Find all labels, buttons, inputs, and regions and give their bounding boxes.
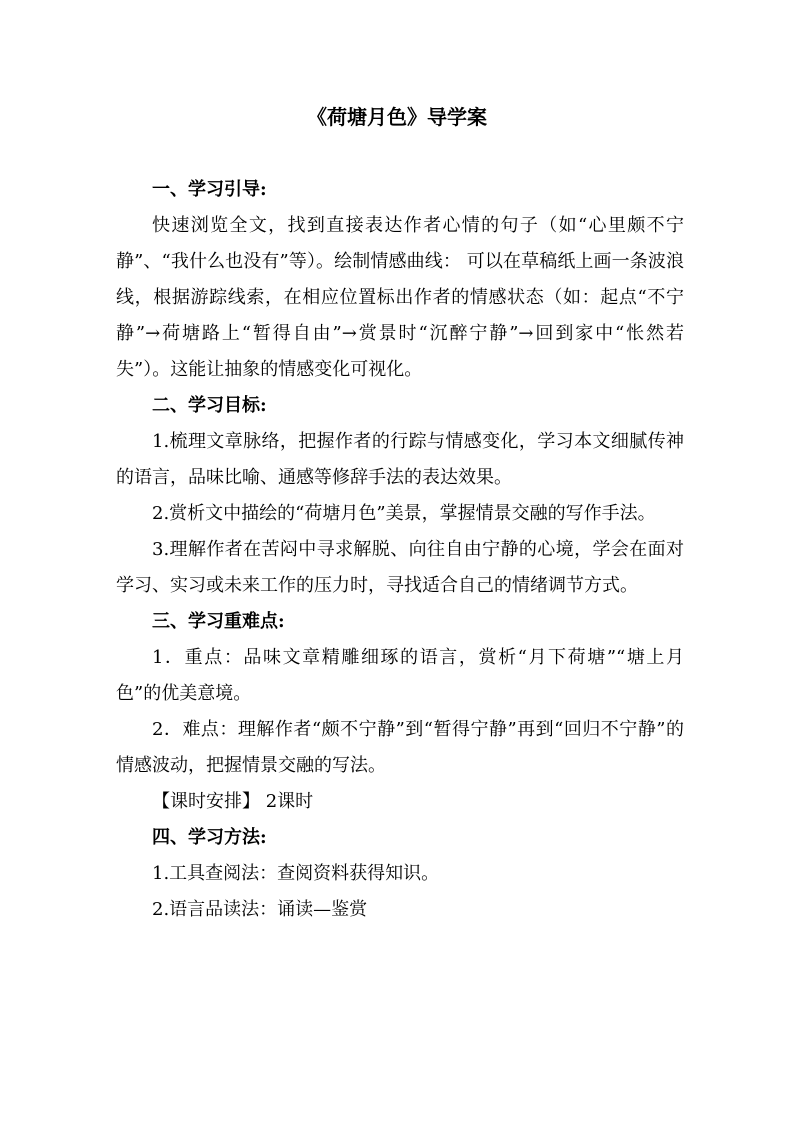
document-title: 《荷塘月色》导学案 <box>307 105 487 129</box>
schedule-line: 【课时安排】 2课时 <box>152 791 314 812</box>
goal-item: 1.梳理文章脉络，把握作者的行踪与情感变化，学习本文细腻传神的语言，品味比喻、通感等修辞手法的表达效果。 <box>116 431 684 488</box>
section-heading-key-points: 三、学习重难点: <box>152 611 285 632</box>
method-item: 2.语言品读法：诵读—鉴赏 <box>152 899 368 920</box>
goal-item: 2.赏析文中描绘的“荷塘月色”美景，掌握情景交融的写作手法。 <box>152 503 656 524</box>
section-heading-guide: 一、学习引导: <box>152 179 267 200</box>
section-heading-goals: 二、学习目标: <box>152 395 267 416</box>
goal-item: 3.理解作者在苦闷中寻求解脱、向往自由宁静的心境，学会在面对学习、实习或未来工作的压力时，寻找适合自己的情绪调节方式。 <box>116 539 684 596</box>
method-item: 1.工具查阅法：查阅资料获得知识。 <box>152 863 440 884</box>
guide-paragraph: 快速浏览全文，找到直接表达作者心情的句子（如“心里颇不宁静”、“我什么也没有”等）。绘制情感曲线： 可以在草稿纸上画一条波浪线，根据游踪线索，在相应位置标出作者的情感状态（如：起点“不宁静”→荷塘路上“暂得自由”→赏景时“沉醉宁静”→回到家中“怅然若失”）。这能让抽象的情感变化可视化。 <box>116 215 684 380</box>
section-heading-methods: 四、学习方法: <box>152 827 267 848</box>
key-point-item: 2．难点：理解作者“颇不宁静”到“暂得宁静”再到“回归不宁静”的情感波动，把握情景交融的写法。 <box>116 719 684 776</box>
key-point-item: 1．重点：品味文章精雕细琢的语言，赏析“月下荷塘”“塘上月色”的优美意境。 <box>116 647 684 704</box>
document-body <box>116 172 684 928</box>
